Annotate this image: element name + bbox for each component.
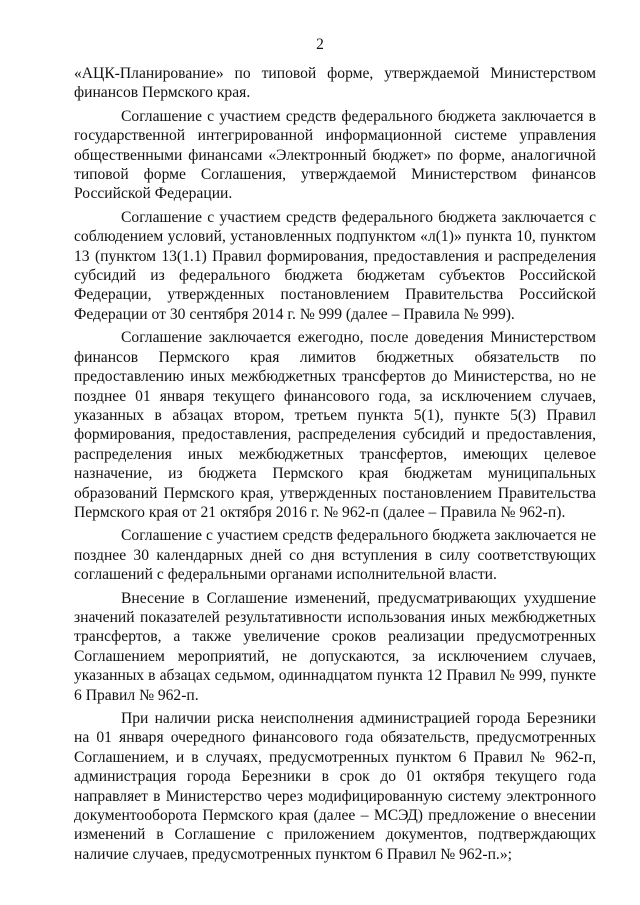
paragraph: Соглашение с участием средств федерального бюджета заключается не позднее 30 календарных дней со дня вступления в силу соответствующих соглашений с федеральными органами исполнительной власти. — [74, 527, 596, 584]
paragraph: Соглашение с участием средств федерального бюджета заключается с соблюдением условий, установленных подпунктом «л(1)» пункта 10, пунктом 13 (пунктом 13(1.1) Правил формирования, предоставления и распределения субсидий из федерального бюджета бюджетам субъектов Российской Федерации, утвержденных постановлением Правительства Российской Федерации от 30 сентября 2014 г. № 999 (далее – Правила № 999). — [74, 208, 596, 323]
paragraph: Соглашение заключается ежегодно, после доведения Министерством финансов Пермского края лимитов бюджетных обязательств по предоставлению иных межбюджетных трансфертов до Министерства, но не позднее 01 января текущего финансового года, за исключением случаев, указанных в абзацах втором, третьем пункта 5(1), пункте 5(3) Правил формирования, предоставления, распределения субсидий и предоставления, распределения иных межбюджетных трансфертов, имеющих целевое назначение, из бюджета Пермского края бюджетам муниципальных образований Пермского края, утвержденных постановлением Правительства Пермского края от 21 октября 2016 г. № 962-п (далее – Правила № 962-п). — [74, 329, 596, 521]
paragraph: Соглашение с участием средств федерального бюджета заключается в государственной интегрированной информационной системе управления общественными финансами «Электронный бюджет» по форме, аналогичной типовой форме Соглашения, утверждаемой Министерством финансов Российской Федерации. — [74, 107, 596, 203]
page-number: 2 — [316, 36, 324, 53]
paragraph: Внесение в Соглашение изменений, предусматривающих ухудшение значений показателей результативности использования иных межбюджетных трансфертов, а также увеличение сроков реализации предусмотренных Соглашением мероприятий, не допускаются, за исключением случаев, указанных в абзацах седьмом, одиннадцатом пункта 12 Правил № 999, пункте 6 Правил № 962-п. — [74, 589, 596, 704]
document-body — [74, 64, 596, 864]
paragraph: «АЦК-Планирование» по типовой форме, утверждаемой Министерством финансов Пермского края. — [74, 65, 596, 102]
paragraph: При наличии риска неисполнения администрацией города Березники на 01 января очередного финансового года обязательств, предусмотренных Соглашением, и в случаях, предусмотренных пунктом 6 Правил № 962-п, администрация города Березники в срок до 01 октября текущего года направляет в Министерство через модифицированную систему электронного документооборота Пермского края (далее – МСЭД) предложение о внесении изменений в Соглашение с приложением документов, подтверждающих наличие случаев, предусмотренных пунктом 6 Правил № 962-п.»; — [74, 710, 596, 863]
